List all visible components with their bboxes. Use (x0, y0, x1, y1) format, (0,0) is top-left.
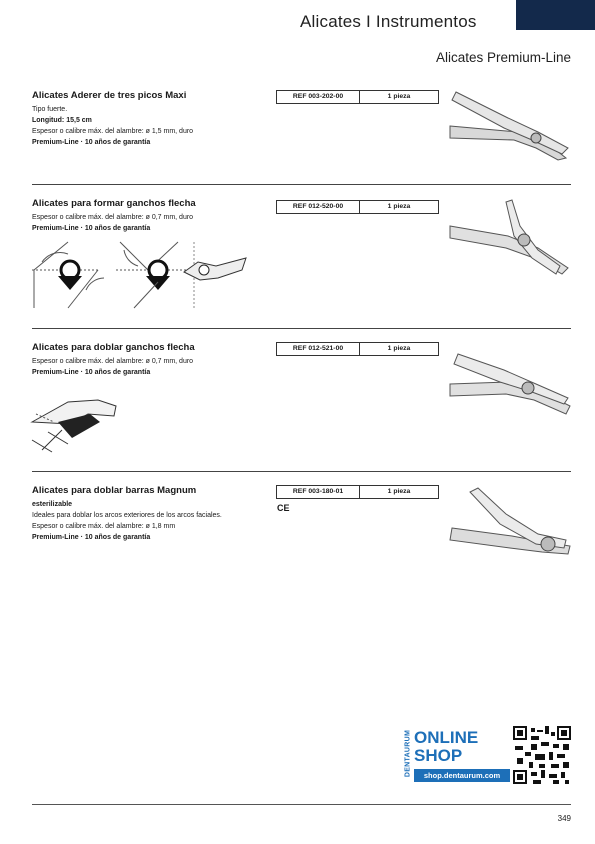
arrow-hook-diagram (28, 240, 250, 312)
ref-number: REF 003-202-00 (277, 91, 360, 103)
section-subtitle: Alicates Premium-Line (435, 50, 571, 65)
product-title: Alicates Aderer de tres picos Maxi (32, 90, 187, 101)
header-accent-bar (516, 0, 595, 30)
ref-quantity: 1 pieza (387, 488, 411, 495)
ref-quantity: 1 pieza (387, 93, 411, 100)
section-divider (32, 328, 571, 329)
section-divider (32, 184, 571, 185)
product-line: Espesor o calibre máx. del alambre: ø 1,8 mm (32, 523, 176, 530)
plier-aderer-image (448, 88, 573, 163)
qr-code[interactable] (513, 726, 571, 784)
product-line: Premium-Line · 10 años de garantía (32, 534, 151, 541)
ref-number: REF 003-180-01 (277, 486, 360, 498)
ref-quantity: 1 pieza (387, 203, 411, 210)
product-line: esterilizable (32, 501, 73, 508)
ce-mark: CE (277, 503, 290, 513)
product-title: Alicates para formar ganchos flecha (32, 198, 196, 209)
ref-table (276, 90, 439, 104)
ref-quantity: 1 pieza (387, 345, 411, 352)
product-line: Premium-Line · 10 años de garantía (32, 369, 151, 376)
ref-table (276, 485, 439, 499)
page-number: 349 (557, 814, 571, 823)
product-title: Alicates para doblar ganchos flecha (32, 342, 195, 353)
plier-formar-ganchos-image (448, 196, 573, 284)
product-line: Longitud: 15,5 cm (32, 117, 92, 124)
ref-table (276, 200, 439, 214)
plier-doblar-ganchos-image (448, 340, 573, 428)
page-header-title: Alicates I Instrumentos (300, 12, 477, 31)
ref-number: REF 012-520-00 (277, 201, 360, 213)
product-line: Premium-Line · 10 años de garantía (32, 225, 151, 232)
product-line: Espesor o calibre máx. del alambre: ø 0,7 mm, duro (32, 358, 194, 365)
ref-number: REF 012-521-00 (277, 343, 360, 355)
product-line: Espesor o calibre máx. del alambre: ø 0,7 mm, duro (32, 214, 194, 221)
ref-table (276, 342, 439, 356)
online-shop-title: ONLINE SHOP (414, 728, 479, 765)
product-line: Espesor o calibre máx. del alambre: ø 1,5 mm, duro (32, 128, 194, 135)
plier-magnum-image (448, 484, 573, 574)
product-line: Ideales para doblar los arcos exteriores de los arcos faciales. (32, 512, 222, 519)
product-line: Premium-Line · 10 años de garantía (32, 139, 151, 146)
section-divider (32, 471, 571, 472)
shop-url-link[interactable]: shop.dentaurum.com (414, 769, 510, 782)
product-title: Alicates para doblar barras Magnum (32, 485, 197, 496)
footer-divider (32, 804, 571, 805)
bending-hook-diagram (28, 392, 120, 454)
product-line: Tipo fuerte. (32, 106, 68, 113)
dentaurum-logo: DENTAURUM (404, 729, 412, 778)
